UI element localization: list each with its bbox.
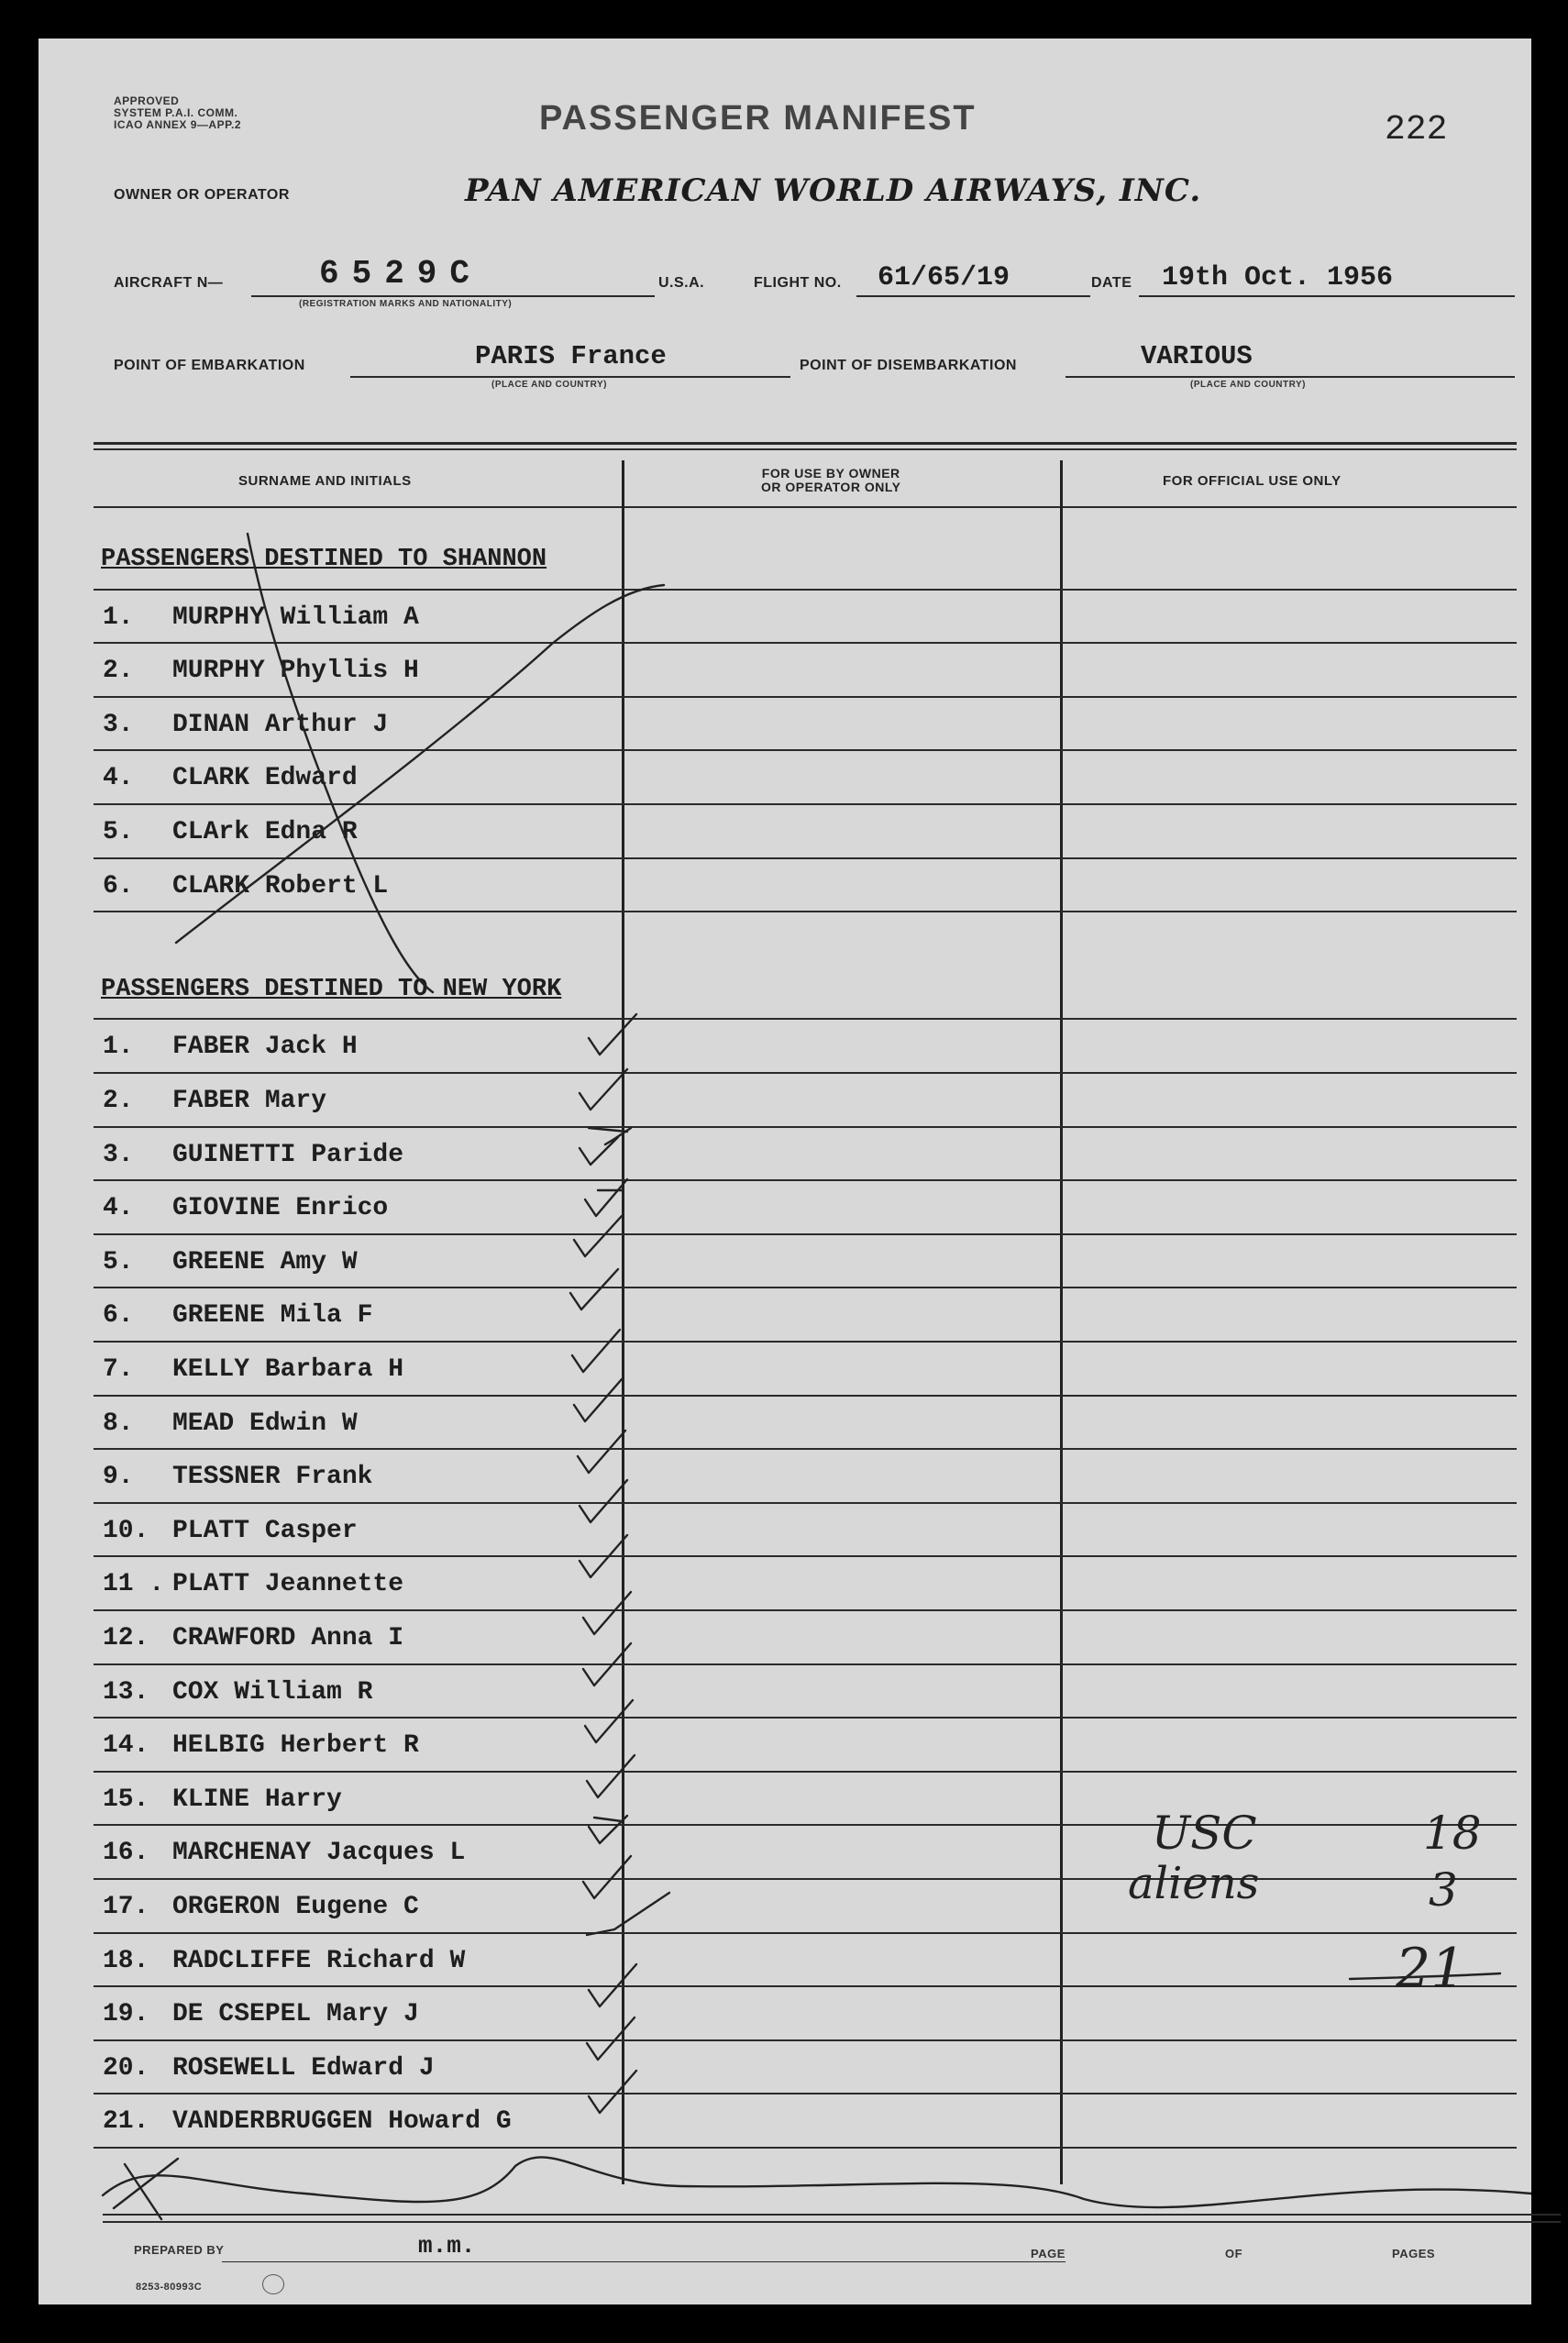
- place-note-embark: (PLACE AND COUNTRY): [491, 380, 607, 390]
- flight-label: FLIGHT NO.: [754, 275, 842, 291]
- passenger-number: 6.: [103, 871, 134, 901]
- passenger-name: GIOVINE Enrico: [172, 1194, 389, 1223]
- footer-rule-2: [103, 2221, 1561, 2223]
- embark-label: POINT OF EMBARKATION: [114, 358, 305, 373]
- passenger-name: FABER Jack H: [172, 1033, 358, 1062]
- passenger-number: 14.: [103, 1731, 149, 1761]
- preparer-initials: m.m.: [418, 2232, 476, 2260]
- passenger-name: COX William R: [172, 1677, 373, 1707]
- passenger-name: KELLY Barbara H: [172, 1355, 404, 1384]
- prepared-by-line: [222, 2261, 1066, 2262]
- passenger-number: 11 .: [103, 1570, 165, 1599]
- owner-label: OWNER OR OPERATOR: [114, 187, 290, 203]
- passenger-name: FABER Mary: [172, 1087, 327, 1115]
- total-count: 21: [1396, 1937, 1466, 2001]
- cross-stroke-2: [176, 585, 664, 943]
- section-heading: PASSENGERS DESTINED TO SHANNON: [101, 546, 547, 573]
- passenger-name: MEAD Edwin W: [172, 1409, 358, 1438]
- passenger-number: 9.: [103, 1463, 134, 1492]
- passenger-name: CLARK Edward: [172, 764, 358, 793]
- approval-line: SYSTEM P.A.I. COMM.: [114, 106, 238, 119]
- passenger-number: 6.: [103, 1301, 134, 1331]
- passenger-name: TESSNER Frank: [172, 1463, 373, 1492]
- date-value: 19th Oct. 1956: [1162, 262, 1394, 293]
- passenger-number: 5.: [103, 818, 134, 846]
- passenger-name: ORGERON Eugene C: [172, 1893, 419, 1921]
- cross-stroke-1: [248, 534, 433, 992]
- passenger-number: 3.: [103, 710, 134, 739]
- passenger-name: MARCHENAY Jacques L: [172, 1839, 466, 1868]
- of-label: OF: [1225, 2247, 1243, 2260]
- page-title: PASSENGER MANIFEST: [539, 99, 977, 138]
- passenger-name: ROSEWELL Edward J: [172, 2053, 435, 2083]
- passenger-name: DINAN Arthur J: [172, 710, 389, 739]
- column-header-owner-line: FOR USE BY OWNER: [761, 466, 900, 481]
- passenger-number: 1.: [103, 602, 134, 632]
- footer-rule-1: [103, 2214, 1561, 2216]
- disembark-label: POINT OF DISEMBARKATION: [800, 358, 1017, 373]
- passenger-name: CLArk Edna R: [172, 818, 358, 846]
- embark-value: PARIS France: [475, 341, 667, 371]
- disembark-value: VARIOUS: [1141, 341, 1253, 371]
- pages-label: PAGES: [1392, 2247, 1436, 2260]
- registration-note: (REGISTRATION MARKS AND NATIONALITY): [299, 299, 513, 309]
- aliens-label: aliens: [1128, 1858, 1260, 1909]
- section-heading: PASSENGERS DESTINED TO NEW YORK: [101, 975, 562, 1003]
- passenger-number: 16.: [103, 1839, 149, 1868]
- passenger-number: 10.: [103, 1516, 149, 1545]
- aircraft-value: 6529C: [319, 255, 483, 293]
- prepared-by-label: PREPARED BY: [134, 2243, 225, 2257]
- passenger-number: 17.: [103, 1893, 149, 1921]
- passenger-name: PLATT Casper: [172, 1516, 358, 1545]
- passenger-number: 3.: [103, 1140, 134, 1169]
- column-header-official: FOR OFFICIAL USE ONLY: [1163, 473, 1342, 489]
- sheet-number: 222: [1385, 110, 1448, 149]
- aliens-count: 3: [1429, 1863, 1458, 1917]
- manifest-sheet: [39, 39, 1531, 2304]
- usc-count: 18: [1423, 1807, 1482, 1860]
- passenger-name: PLATT Jeannette: [172, 1570, 404, 1599]
- end-of-list-x: [114, 2159, 178, 2219]
- country-label: U.S.A.: [658, 275, 705, 291]
- passenger-name: GREENE Amy W: [172, 1247, 358, 1276]
- passenger-number: 12.: [103, 1624, 149, 1652]
- passenger-number: 19.: [103, 2000, 149, 2029]
- passenger-name: CLARK Robert L: [172, 871, 389, 901]
- end-of-list-wave: [103, 2157, 1531, 2207]
- approval-line: APPROVED: [114, 94, 180, 107]
- passenger-name: CRAWFORD Anna I: [172, 1624, 404, 1652]
- owner-value: PAN AMERICAN WORLD AIRWAYS, INC.: [465, 172, 1202, 209]
- page-label: PAGE: [1031, 2247, 1066, 2260]
- usc-label: USC: [1152, 1807, 1257, 1860]
- passenger-number: 4.: [103, 1194, 134, 1223]
- passenger-name: MURPHY William A: [172, 602, 419, 632]
- passenger-name: MURPHY Phyllis H: [172, 657, 419, 686]
- passenger-name: GUINETTI Paride: [172, 1140, 404, 1169]
- passenger-name: GREENE Mila F: [172, 1301, 373, 1331]
- passenger-name: KLINE Harry: [172, 1785, 342, 1814]
- passenger-number: 5.: [103, 1247, 134, 1276]
- passenger-number: 13.: [103, 1677, 149, 1707]
- flight-value: 61/65/19: [878, 262, 1010, 293]
- printer-seal-icon: [262, 2274, 284, 2294]
- passenger-number: 1.: [103, 1033, 134, 1062]
- passenger-number: 4.: [103, 764, 134, 793]
- passenger-number: 18.: [103, 1946, 149, 1975]
- passenger-number: 8.: [103, 1409, 134, 1438]
- column-header-owner-line: OR OPERATOR ONLY: [761, 480, 901, 494]
- passenger-name: VANDERBRUGGEN Howard G: [172, 2107, 512, 2137]
- passenger-number: 21.: [103, 2107, 149, 2137]
- passenger-name: HELBIG Herbert R: [172, 1731, 419, 1761]
- passenger-number: 20.: [103, 2053, 149, 2083]
- passenger-number: 2.: [103, 1087, 134, 1115]
- aircraft-label: AIRCRAFT N—: [114, 275, 224, 291]
- passenger-number: 15.: [103, 1785, 149, 1814]
- approval-line: ICAO ANNEX 9—APP.2: [114, 118, 242, 131]
- handwriting-layer: [39, 39, 1531, 2304]
- place-note-disembark: (PLACE AND COUNTRY): [1190, 380, 1306, 390]
- passenger-name: DE CSEPEL Mary J: [172, 2000, 419, 2029]
- form-number: 8253-80993C: [136, 2282, 203, 2293]
- column-header-surname: SURNAME AND INITIALS: [238, 473, 412, 489]
- passenger-number: 7.: [103, 1355, 134, 1384]
- passenger-name: RADCLIFFE Richard W: [172, 1946, 466, 1975]
- passenger-number: 2.: [103, 657, 134, 686]
- date-label: DATE: [1091, 275, 1132, 291]
